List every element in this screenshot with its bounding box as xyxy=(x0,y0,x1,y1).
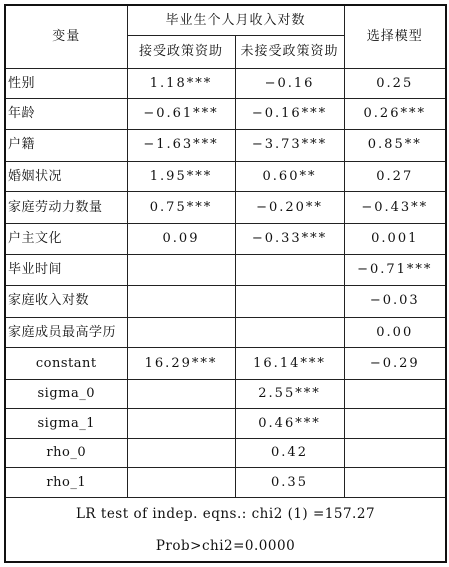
variable-name-cell: 户籍 xyxy=(5,129,127,161)
variable-name-cell: sigma_0 xyxy=(5,379,127,409)
footer-row-lr-test xyxy=(5,498,446,531)
funded-coef-cell: −0.61*** xyxy=(127,99,235,130)
selection-model-header: 选择模型 xyxy=(344,5,446,68)
selection-coef-cell: 0.25 xyxy=(344,68,446,99)
funded-coef-cell: 1.95*** xyxy=(127,161,235,192)
funded-coef-cell xyxy=(127,285,235,317)
unfunded-column-header: 未接受政策资助 xyxy=(235,36,344,69)
regression-results-table xyxy=(4,4,447,563)
funded-coef-cell: −1.63*** xyxy=(127,129,235,161)
unfunded-coef-cell: −3.73*** xyxy=(235,129,344,161)
table-row xyxy=(5,348,446,380)
variable-name-cell: 家庭成员最高学历 xyxy=(5,317,127,348)
selection-coef-cell: −0.43** xyxy=(344,192,446,224)
table-row xyxy=(5,68,446,99)
selection-coef-cell: 0.27 xyxy=(344,161,446,192)
funded-column-header: 接受政策资助 xyxy=(127,36,235,69)
table-row xyxy=(5,223,446,255)
variable-name-cell: 婚姻状况 xyxy=(5,161,127,192)
unfunded-coef-cell xyxy=(235,285,344,317)
table-row xyxy=(5,99,446,130)
variable-name-cell: 性别 xyxy=(5,68,127,99)
selection-coef-cell: −0.03 xyxy=(344,285,446,317)
header-row-1 xyxy=(5,5,446,36)
variable-name-cell: 家庭收入对数 xyxy=(5,285,127,317)
selection-coef-cell: 0.85** xyxy=(344,129,446,161)
variable-name-cell: sigma_1 xyxy=(5,409,127,439)
unfunded-coef-cell: 0.60** xyxy=(235,161,344,192)
unfunded-coef-cell: 0.35 xyxy=(235,468,344,498)
unfunded-coef-cell: −0.20** xyxy=(235,192,344,224)
variable-name-cell: rho_1 xyxy=(5,468,127,498)
variable-header: 变量 xyxy=(5,5,127,68)
footer-row-prob xyxy=(5,530,446,562)
selection-coef-cell xyxy=(344,438,446,468)
selection-coef-cell xyxy=(344,409,446,439)
funded-coef-cell: 0.09 xyxy=(127,223,235,255)
table-row xyxy=(5,409,446,439)
selection-coef-cell: −0.71*** xyxy=(344,255,446,286)
unfunded-coef-cell: −0.16 xyxy=(235,68,344,99)
unfunded-coef-cell: −0.33*** xyxy=(235,223,344,255)
unfunded-coef-cell: 2.55*** xyxy=(235,379,344,409)
unfunded-coef-cell: 16.14*** xyxy=(235,348,344,380)
variable-name-cell: 年龄 xyxy=(5,99,127,130)
table-row xyxy=(5,285,446,317)
funded-coef-cell: 1.18*** xyxy=(127,68,235,99)
income-group-header: 毕业生个人月收入对数 xyxy=(127,5,344,36)
unfunded-coef-cell: 0.42 xyxy=(235,438,344,468)
selection-coef-cell: 0.26*** xyxy=(344,99,446,130)
variable-name-cell: rho_0 xyxy=(5,438,127,468)
selection-coef-cell xyxy=(344,468,446,498)
funded-coef-cell xyxy=(127,317,235,348)
selection-coef-cell: 0.00 xyxy=(344,317,446,348)
table-row xyxy=(5,192,446,224)
unfunded-coef-cell xyxy=(235,317,344,348)
selection-coef-cell xyxy=(344,379,446,409)
prob-chi2-text: Prob>chi2=0.0000 xyxy=(5,530,446,562)
table-row xyxy=(5,255,446,286)
variable-name-cell: 户主文化 xyxy=(5,223,127,255)
data-rows xyxy=(5,68,446,497)
funded-coef-cell xyxy=(127,379,235,409)
unfunded-coef-cell xyxy=(235,255,344,286)
variable-name-cell: 毕业时间 xyxy=(5,255,127,286)
selection-coef-cell: 0.001 xyxy=(344,223,446,255)
unfunded-coef-cell: −0.16*** xyxy=(235,99,344,130)
table-row xyxy=(5,129,446,161)
funded-coef-cell: 0.75*** xyxy=(127,192,235,224)
table-row xyxy=(5,317,446,348)
funded-coef-cell xyxy=(127,255,235,286)
unfunded-coef-cell: 0.46*** xyxy=(235,409,344,439)
selection-coef-cell: −0.29 xyxy=(344,348,446,380)
variable-name-cell: 家庭劳动力数量 xyxy=(5,192,127,224)
funded-coef-cell: 16.29*** xyxy=(127,348,235,380)
table-row xyxy=(5,438,446,468)
variable-name-cell: constant xyxy=(5,348,127,380)
lr-test-text: LR test of indep. eqns.: chi2 (1) =157.27 xyxy=(5,498,446,531)
funded-coef-cell xyxy=(127,438,235,468)
table-row xyxy=(5,468,446,498)
funded-coef-cell xyxy=(127,468,235,498)
funded-coef-cell xyxy=(127,409,235,439)
table-row xyxy=(5,379,446,409)
table-row xyxy=(5,161,446,192)
